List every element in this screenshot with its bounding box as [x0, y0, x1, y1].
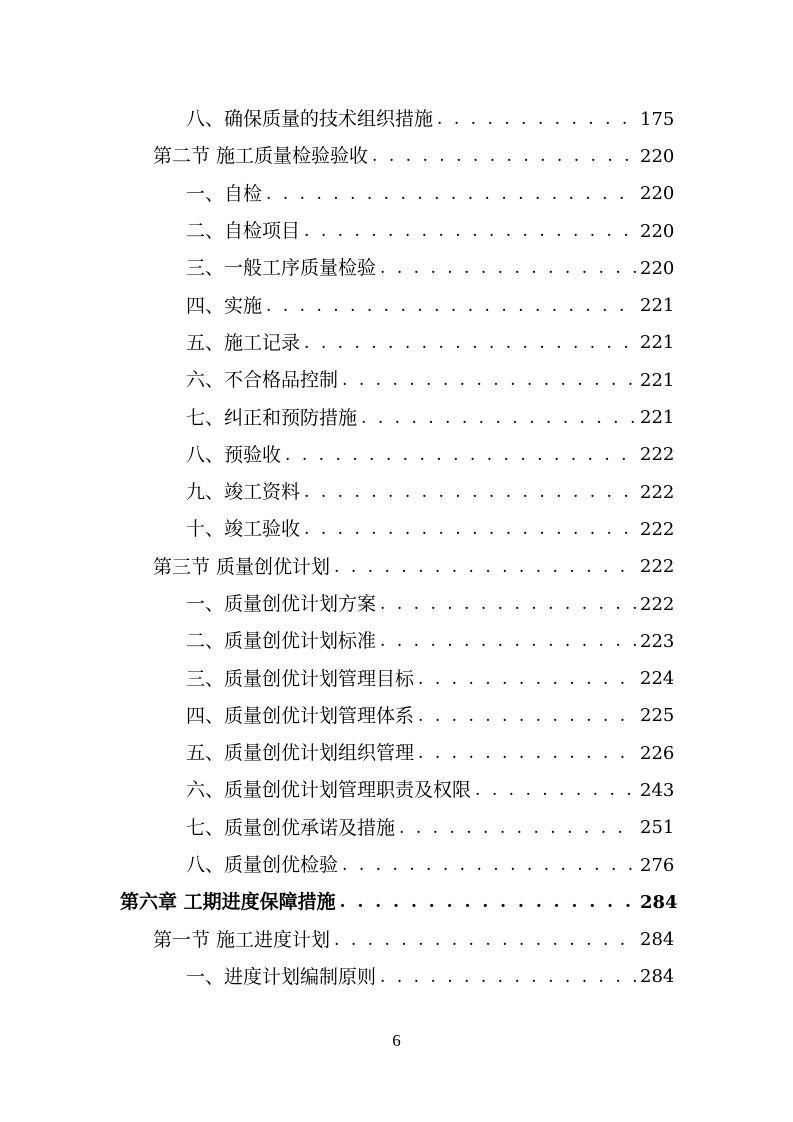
toc-entry-page: 221 [640, 295, 675, 317]
toc-entry-page: 243 [640, 779, 675, 801]
toc-leader-dots [475, 782, 636, 799]
toc-entry-page: 220 [640, 220, 675, 242]
toc-leader-dots [304, 335, 636, 352]
toc-leader-dots [380, 260, 636, 277]
toc-entry-label: 三、一般工序质量检验 [186, 257, 377, 280]
toc-entry[interactable] [0, 847, 793, 884]
toc-entry-label: 四、实施 [186, 294, 263, 317]
toc-entry-page: 225 [640, 705, 675, 727]
toc-leader-dots [285, 447, 636, 464]
toc-entry[interactable] [0, 474, 793, 511]
toc-leader-dots [266, 298, 636, 315]
toc-entry-label: 八、确保质量的技术组织措施 [186, 108, 434, 131]
toc-leader-dots [380, 633, 636, 650]
toc-leader-dots [418, 708, 636, 725]
toc-entry-label: 五、质量创优计划组织管理 [186, 742, 415, 765]
toc-entry-page: 224 [640, 668, 675, 690]
toc-leader-dots [342, 372, 636, 389]
toc-entry[interactable] [0, 101, 793, 138]
toc-entry-label: 第三节 质量创优计划 [153, 555, 331, 578]
toc-entry-page: 284 [640, 891, 678, 913]
toc-entry-page: 222 [640, 556, 675, 578]
toc-entry-label: 一、进度计划编制原则 [186, 965, 377, 988]
toc-leader-dots [340, 894, 636, 911]
toc-entry[interactable] [0, 213, 793, 250]
toc-entry-page: 222 [640, 481, 675, 503]
toc-entry-label: 第一节 施工进度计划 [153, 928, 331, 951]
toc-entry-label: 四、质量创优计划管理体系 [186, 704, 415, 727]
toc-entry-label: 第二节 施工质量检验验收 [153, 145, 369, 168]
toc-entry[interactable] [0, 698, 793, 735]
toc-leader-dots [380, 596, 636, 613]
toc-entry-label: 十、竣工验收 [186, 518, 301, 541]
toc-entry-label: 一、自检 [186, 182, 263, 205]
toc-entry[interactable] [0, 959, 793, 996]
toc-leader-dots [304, 484, 636, 501]
toc-entry-label: 九、竣工资料 [186, 481, 301, 504]
toc-entry-page: 222 [640, 518, 675, 540]
toc-entry[interactable] [0, 176, 793, 213]
toc-entry[interactable] [0, 250, 793, 287]
toc-leader-dots [342, 857, 636, 874]
toc-leader-dots [334, 559, 636, 576]
toc-leader-dots [399, 820, 636, 837]
toc-entry[interactable] [0, 511, 793, 548]
toc-entry[interactable] [0, 325, 793, 362]
toc-entry[interactable] [0, 810, 793, 847]
toc-entry[interactable] [0, 437, 793, 474]
toc-entry-page: 284 [640, 966, 675, 988]
toc-entry[interactable] [0, 586, 793, 623]
toc-entry-label: 一、质量创优计划方案 [186, 593, 377, 615]
toc-entry[interactable] [0, 362, 793, 399]
toc-leader-dots [437, 111, 636, 128]
toc-entry-page: 251 [640, 817, 675, 839]
toc-leader-dots [418, 745, 636, 762]
toc-leader-dots [334, 932, 636, 949]
toc-entry-label: 七、纠正和预防措施 [186, 406, 358, 429]
toc-entry[interactable] [0, 922, 793, 959]
toc-entry-label: 第六章 工期进度保障措施 [120, 891, 336, 914]
toc-leader-dots [372, 148, 636, 165]
toc-entry-page: 221 [640, 407, 675, 429]
toc-entry-label: 二、自检项目 [186, 220, 301, 243]
toc-leader-dots [418, 671, 636, 688]
toc-entry-label: 八、质量创优检验 [186, 854, 339, 877]
toc-leader-dots [304, 223, 636, 240]
toc-entry-label: 二、质量创优计划标准 [186, 630, 377, 653]
toc-entry[interactable] [0, 549, 793, 586]
toc-entry-page: 226 [640, 742, 675, 764]
toc-leader-dots [380, 969, 636, 986]
toc-entry-page: 222 [640, 593, 675, 615]
toc-entry[interactable] [0, 287, 793, 324]
toc-entry[interactable] [0, 772, 793, 809]
toc-leader-dots [361, 410, 636, 427]
toc-entry-page: 276 [640, 854, 675, 876]
toc-entry[interactable] [0, 138, 793, 175]
toc-entry-page: 220 [640, 183, 675, 205]
toc-leader-dots [304, 521, 636, 538]
toc-entry[interactable] [0, 399, 793, 436]
toc-entry-page: 175 [640, 108, 675, 130]
toc-entry-page: 222 [640, 444, 675, 466]
toc-entry-page: 284 [640, 929, 675, 951]
toc-entry-page: 220 [640, 145, 675, 167]
toc-entry[interactable] [0, 884, 793, 921]
toc-entry-label: 八、预验收 [186, 443, 282, 466]
toc-entry[interactable] [0, 660, 793, 697]
page-number: 6 [392, 1031, 401, 1050]
toc-leader-dots [266, 186, 636, 203]
toc-entry-page: 221 [640, 369, 675, 391]
toc-entry-label: 七、质量创优承诺及措施 [186, 816, 396, 839]
toc-entry-page: 220 [640, 257, 675, 279]
toc-entry-label: 六、不合格品控制 [186, 369, 339, 392]
toc-entry[interactable] [0, 735, 793, 772]
table-of-contents [0, 101, 793, 996]
toc-entry-page: 221 [640, 332, 675, 354]
toc-entry[interactable] [0, 623, 793, 660]
toc-entry-label: 五、施工记录 [186, 331, 301, 354]
toc-entry-label: 六、质量创优计划管理职责及权限 [186, 779, 472, 802]
toc-entry-page: 223 [640, 630, 675, 652]
toc-entry-label: 三、质量创优计划管理目标 [186, 667, 415, 690]
